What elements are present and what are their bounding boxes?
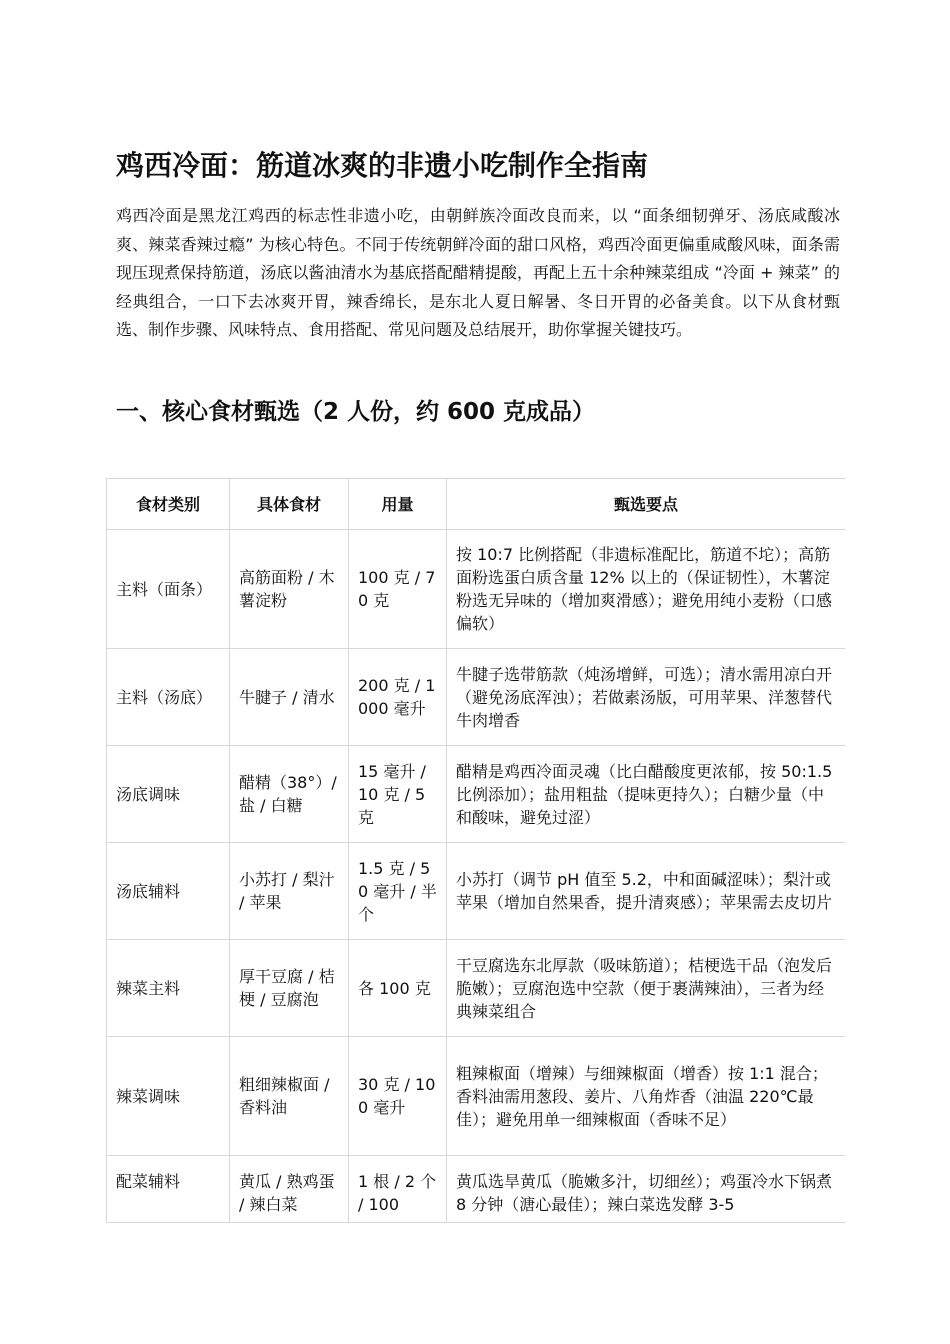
cell-category: 主料（汤底）: [107, 649, 230, 746]
ingredients-table-container: [106, 478, 845, 1223]
header-amount: 用量: [349, 479, 447, 530]
cell-tips: 粗辣椒面（增辣）与细辣椒面（增香）按 1:1 混合；香料油需用葱段、姜片、八角炸香（油温 220℃最佳）；避免用单一细辣椒面（香味不足）: [447, 1037, 846, 1156]
cell-tips: 干豆腐选东北厚款（吸味筋道）；桔梗选干品（泡发后脆嫩）；豆腐泡选中空款（便于裹满辣油），三者为经典辣菜组合: [447, 940, 846, 1037]
cell-amount: 100 克 / 70 克: [349, 530, 447, 649]
intro-paragraph: 鸡西冷面是黑龙江鸡西的标志性非遗小吃，由朝鲜族冷面改良而来，以 “面条细韧弹牙、汤底咸酸冰爽、辣菜香辣过瘾” 为核心特色。不同于传统朝鲜冷面的甜口风格，鸡西冷面更偏重咸酸风味，面条需现压现煮保持筋道，汤底以酱油清水为基底搭配醋精提酸，再配上五十余种辣菜组成 “冷面 + 辣菜” 的经典组合，一口下去冰爽开胃，辣香绵长，是东北人夏日解暑、冬日开胃的必备美食。以下从食材甄选、制作步骤、风味特点、食用搭配、常见问题及总结展开，助你掌握关键技巧。: [116, 206, 840, 339]
table-row: [107, 1156, 846, 1224]
table-row: [107, 843, 846, 940]
table-row: [107, 530, 846, 649]
cell-ingredient: 粗细辣椒面 / 香料油: [230, 1037, 349, 1156]
page-title: 鸡西冷面：筋道冰爽的非遗小吃制作全指南: [116, 149, 649, 182]
table-row: [107, 940, 846, 1037]
cell-tips: 小苏打（调节 pH 值至 5.2，中和面碱涩味）；梨汁或苹果（增加自然果香，提升清爽感）；苹果需去皮切片: [447, 843, 846, 940]
cell-category: 配菜辅料: [107, 1156, 230, 1224]
section-heading: 一、核心食材甄选（2 人份，约 600 克成品）: [116, 399, 596, 425]
cell-tips: 醋精是鸡西冷面灵魂（比白醋酸度更浓郁，按 50:1.5 比例添加）；盐用粗盐（提味更持久）；白糖少量（中和酸味，避免过涩）: [447, 746, 846, 843]
cell-ingredient: 厚干豆腐 / 桔梗 / 豆腐泡: [230, 940, 349, 1037]
cell-ingredient: 高筋面粉 / 木薯淀粉: [230, 530, 349, 649]
cell-amount: 200 克 / 1000 毫升: [349, 649, 447, 746]
cell-tips: 牛腱子选带筋款（炖汤增鲜，可选）；清水需用凉白开（避免汤底浑浊）；若做素汤版，可用苹果、洋葱替代牛肉增香: [447, 649, 846, 746]
cell-category: 汤底调味: [107, 746, 230, 843]
table-row: [107, 746, 846, 843]
cell-amount: 1 根 / 2 个 / 100: [349, 1156, 447, 1224]
cell-amount: 30 克 / 100 毫升: [349, 1037, 447, 1156]
table-header-row: [107, 479, 846, 530]
cell-category: 汤底辅料: [107, 843, 230, 940]
cell-category: 主料（面条）: [107, 530, 230, 649]
table-row: [107, 1037, 846, 1156]
table-row: [107, 649, 846, 746]
cell-amount: 各 100 克: [349, 940, 447, 1037]
header-category: 食材类别: [107, 479, 230, 530]
cell-ingredient: 醋精（38°）/ 盐 / 白糖: [230, 746, 349, 843]
cell-category: 辣菜主料: [107, 940, 230, 1037]
cell-amount: 1.5 克 / 50 毫升 / 半个: [349, 843, 447, 940]
ingredients-table: [106, 478, 845, 1223]
cell-ingredient: 黄瓜 / 熟鸡蛋 / 辣白菜: [230, 1156, 349, 1224]
cell-ingredient: 牛腱子 / 清水: [230, 649, 349, 746]
cell-category: 辣菜调味: [107, 1037, 230, 1156]
cell-tips: 黄瓜选旱黄瓜（脆嫩多汁，切细丝）；鸡蛋冷水下锅煮 8 分钟（溏心最佳）；辣白菜选发酵 3-5: [447, 1156, 846, 1224]
cell-amount: 15 毫升 / 10 克 / 5 克: [349, 746, 447, 843]
cell-ingredient: 小苏打 / 梨汁 / 苹果: [230, 843, 349, 940]
header-tips: 甄选要点: [447, 479, 846, 530]
cell-tips: 按 10:7 比例搭配（非遗标准配比，筋道不坨）；高筋面粉选蛋白质含量 12% 以上的（保证韧性），木薯淀粉选无异味的（增加爽滑感）；避免用纯小麦粉（口感偏软）: [447, 530, 846, 649]
header-ingredient: 具体食材: [230, 479, 349, 530]
